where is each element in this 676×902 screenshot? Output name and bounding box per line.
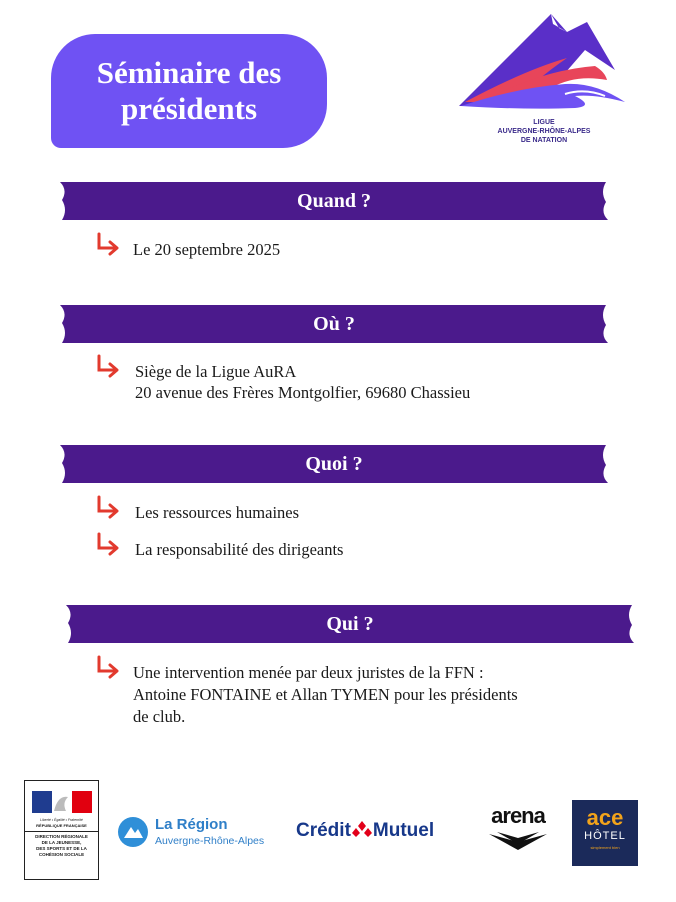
credit-left: Crédit [296,820,351,841]
gov-dir-3: DES SPORTS ET DE LA [36,846,87,851]
section-banner-qui [64,603,636,645]
region-sub: Auvergne-Rhône-Alpes [155,835,265,847]
ou-address [135,361,470,403]
marianne-flag-icon [32,791,92,813]
title-badge [51,34,327,148]
quoi-item-2: La responsabilité des dirigeants [135,540,344,559]
gov-dir [25,834,98,858]
credit-mutuel-icon [352,820,372,838]
region-logo [118,816,278,850]
qui-line-2: Antoine FONTAINE et Allan TYMEN pour les présidents [133,685,518,704]
gov-rf: RÉPUBLIQUE FRANÇAISE [36,823,87,828]
region-icon [118,817,148,847]
section-banner-ou [58,303,610,345]
section-banner-quoi [58,443,610,485]
section-banner-quand [58,180,610,222]
qui-line-3: de club. [133,707,186,726]
arena-diamond-icon [487,828,549,854]
logo-text-1: LIGUE [533,119,555,126]
gov-dir-4: COHÉSION SOCIALE [38,852,85,857]
ace-sub: HÔTEL [584,830,626,842]
logo-text-3: DE NATATION [520,137,568,144]
ace-hotel-logo [572,800,638,866]
arrow-icon [94,532,122,558]
sponsor-logos [0,778,676,888]
arrow-icon [94,495,122,521]
section-heading: Quoi ? [305,453,363,475]
section-heading: Quand ? [297,190,371,212]
credit-right: Mutuel [372,820,435,841]
gov-dir-2: DE LA JEUNESSE, [41,840,82,845]
gov-dir-1: DIRECTION RÉGIONALE [35,834,88,839]
gov-motto: Liberté • Égalité • Fraternité [40,818,83,822]
ace-tag: simplement bien [590,845,620,850]
arena-logo [484,804,552,860]
ou-line-2: 20 avenue des Frères Montgolfier, 69680 Chassieu [135,383,471,402]
ou-line-1: Siège de la Ligue AuRA [135,362,297,381]
gov-logo [24,780,99,880]
section-heading: Qui ? [326,613,374,635]
region-name: La Région [155,816,228,833]
arena-name: arena [491,803,545,828]
title-line-2: présidents [120,91,258,126]
qui-text [133,662,518,728]
quand-item: Le 20 septembre 2025 [133,240,281,259]
credit-mutuel-logo [296,820,458,846]
section-heading: Où ? [313,313,355,335]
quoi-item-1: Les ressources humaines [135,503,300,522]
qui-line-1: Une intervention menée par deux juristes de la FFN : [133,663,484,682]
arrow-icon [94,354,122,380]
logo-text-2: AUVERGNE-RHÔNE-ALPES [497,128,591,135]
league-logo-text [455,118,633,145]
title-line-1: Séminaire des [96,55,282,90]
arrow-icon [94,655,122,681]
ace-name: ace [586,805,624,830]
arrow-icon [94,232,122,258]
